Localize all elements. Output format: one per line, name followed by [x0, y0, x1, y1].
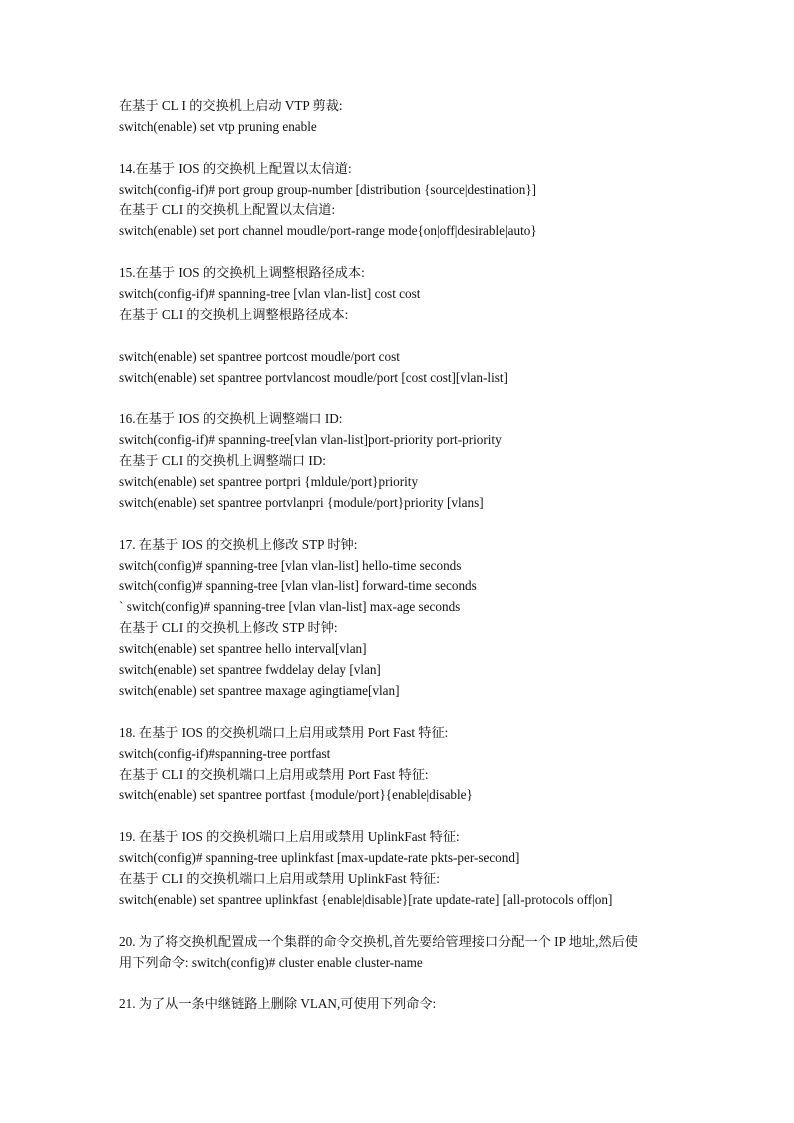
- blank-line: [119, 806, 689, 827]
- blank-line: [119, 242, 689, 263]
- blank-line: [119, 388, 689, 409]
- blank-line: [119, 911, 689, 932]
- text-line: switch(enable) set port channel moudle/port-range mode{on|off|desirable|auto}: [119, 223, 537, 239]
- text-line: switch(enable) set spantree portvlancost moudle/port [cost cost][vlan-list]: [119, 369, 508, 385]
- text-line: ` switch(config)# spanning-tree [vlan vlan-list] max-age seconds: [119, 599, 461, 615]
- text-line: 17. 在基于 IOS 的交换机上修改 STP 时钟:: [119, 536, 358, 552]
- text-line: 在基于 CLI 的交换机上调整根路径成本:: [119, 306, 349, 322]
- text-line: switch(enable) set spantree fwddelay delay [vlan]: [119, 662, 381, 678]
- blank-line: [119, 138, 689, 159]
- text-line: switch(enable) set spantree portpri {mldule/port}priority: [119, 474, 419, 490]
- text-line: 在基于 CL I 的交换机上启动 VTP 剪裁:: [119, 98, 343, 113]
- text-line: 18. 在基于 IOS 的交换机端口上启用或禁用 Port Fast 特征:: [119, 724, 449, 740]
- text-line: 用下列命令: switch(config)# cluster enable cluster-name: [119, 954, 423, 970]
- text-line: 在基于 CLI 的交换机上配置以太信道:: [119, 202, 336, 218]
- text-line: switch(config)# spanning-tree [vlan vlan-list] hello-time seconds: [119, 557, 462, 573]
- text-line: switch(config)# spanning-tree [vlan vlan-list] forward-time seconds: [119, 578, 477, 594]
- text-line: 在基于 CLI 的交换机端口上启用或禁用 Port Fast 特征:: [119, 766, 429, 782]
- text-line: switch(enable) set spantree uplinkfast {enable|disable}[rate update-rate] [all-protocols off|on]: [119, 891, 613, 907]
- text-line: 在基于 CLI 的交换机端口上启用或禁用 UplinkFast 特征:: [119, 870, 440, 886]
- text-line: switch(enable) set spantree portvlanpri {module/port}priority [vlans]: [119, 494, 484, 510]
- text-line: switch(config)# spanning-tree uplinkfast [max-update-rate pkts-per-second]: [119, 850, 520, 866]
- text-line: switch(enable) set spantree hello interval[vlan]: [119, 641, 367, 657]
- text-line: 在基于 CLI 的交换机上调整端口 ID:: [119, 453, 326, 469]
- text-line: 在基于 CLI 的交换机上修改 STP 时钟:: [119, 620, 338, 636]
- text-line: switch(config-if)# spanning-tree [vlan vlan-list] cost cost: [119, 286, 421, 302]
- document-body: [119, 96, 689, 1015]
- blank-line: [119, 973, 689, 994]
- text-line: 19. 在基于 IOS 的交换机端口上启用或禁用 UplinkFast 特征:: [119, 829, 460, 845]
- text-line: 15.在基于 IOS 的交换机上调整根路径成本:: [119, 265, 365, 281]
- blank-line: [119, 514, 689, 535]
- text-line: switch(config-if)#spanning-tree portfast: [119, 745, 331, 761]
- blank-line: [119, 702, 689, 723]
- text-line: 14.在基于 IOS 的交换机上配置以太信道:: [119, 160, 352, 176]
- text-line: switch(enable) set spantree portcost moudle/port cost: [119, 348, 400, 364]
- text-line: switch(enable) set spantree portfast {module/port}{enable|disable}: [119, 787, 473, 803]
- text-line: 21. 为了从一条中继链路上删除 VLAN,可使用下列命令:: [119, 996, 437, 1012]
- text-line: switch(config-if)# port group group-number [distribution {source|destination}]: [119, 181, 537, 197]
- text-line: 16.在基于 IOS 的交换机上调整端口 ID:: [119, 411, 343, 427]
- text-line: 20. 为了将交换机配置成一个集群的命令交换机,首先要给管理接口分配一个 IP 地址,然后使: [119, 933, 638, 949]
- text-line: switch(config-if)# spanning-tree[vlan vlan-list]port-priority port-priority: [119, 432, 502, 448]
- blank-line: [119, 326, 689, 347]
- text-line: switch(enable) set vtp pruning enable: [119, 118, 317, 134]
- text-line: switch(enable) set spantree maxage agingtiame[vlan]: [119, 682, 400, 698]
